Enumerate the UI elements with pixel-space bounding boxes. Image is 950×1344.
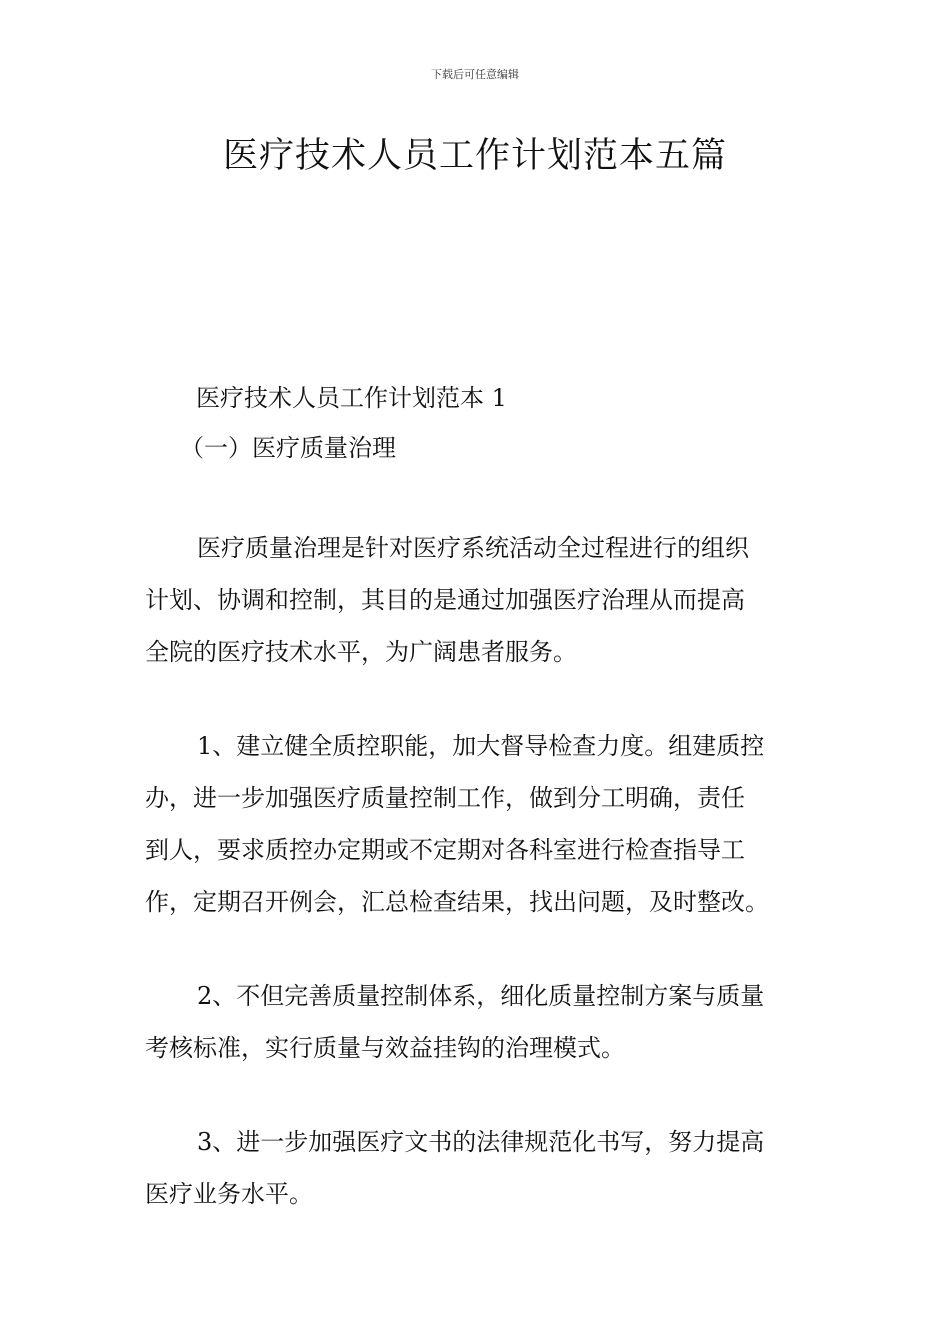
- paragraph-line: 医疗业务水平。: [145, 1180, 313, 1208]
- paragraph-line: 计划、协调和控制，其目的是通过加强医疗治理从而提高: [145, 586, 745, 614]
- paragraph-line: 1、建立健全质控职能，加大督导检查力度。组建质控: [197, 732, 765, 760]
- paragraph-1: [145, 522, 810, 678]
- paragraph-line: 全院的医疗技术水平，为广阔患者服务。: [145, 638, 577, 666]
- paragraph-line: 考核标准，实行质量与效益挂钩的治理模式。: [145, 1034, 625, 1062]
- paragraph-4: [145, 1116, 810, 1220]
- paragraph-line: 作，定期召开例会，汇总检查结果，找出问题，及时整改。: [145, 888, 769, 916]
- section-heading: 医疗技术人员工作计划范本 1: [196, 384, 507, 412]
- subsection-heading: （一）医疗质量治理: [180, 434, 396, 462]
- document-title: 医疗技术人员工作计划范本五篇: [222, 136, 727, 176]
- paragraph-2: [145, 720, 810, 928]
- header-note: 下载后可任意编辑: [431, 68, 519, 81]
- paragraph-line: 3、进一步加强医疗文书的法律规范化书写，努力提高: [197, 1128, 765, 1156]
- paragraph-line: 医疗质量治理是针对医疗系统活动全过程进行的组织: [197, 534, 749, 562]
- paragraph-3: [145, 970, 810, 1074]
- paragraph-line: 2、不但完善质量控制体系，细化质量控制方案与质量: [197, 982, 765, 1010]
- paragraph-line: 到人，要求质控办定期或不定期对各科室进行检查指导工: [145, 836, 745, 864]
- paragraph-line: 办，进一步加强医疗质量控制工作，做到分工明确，责任: [145, 784, 745, 812]
